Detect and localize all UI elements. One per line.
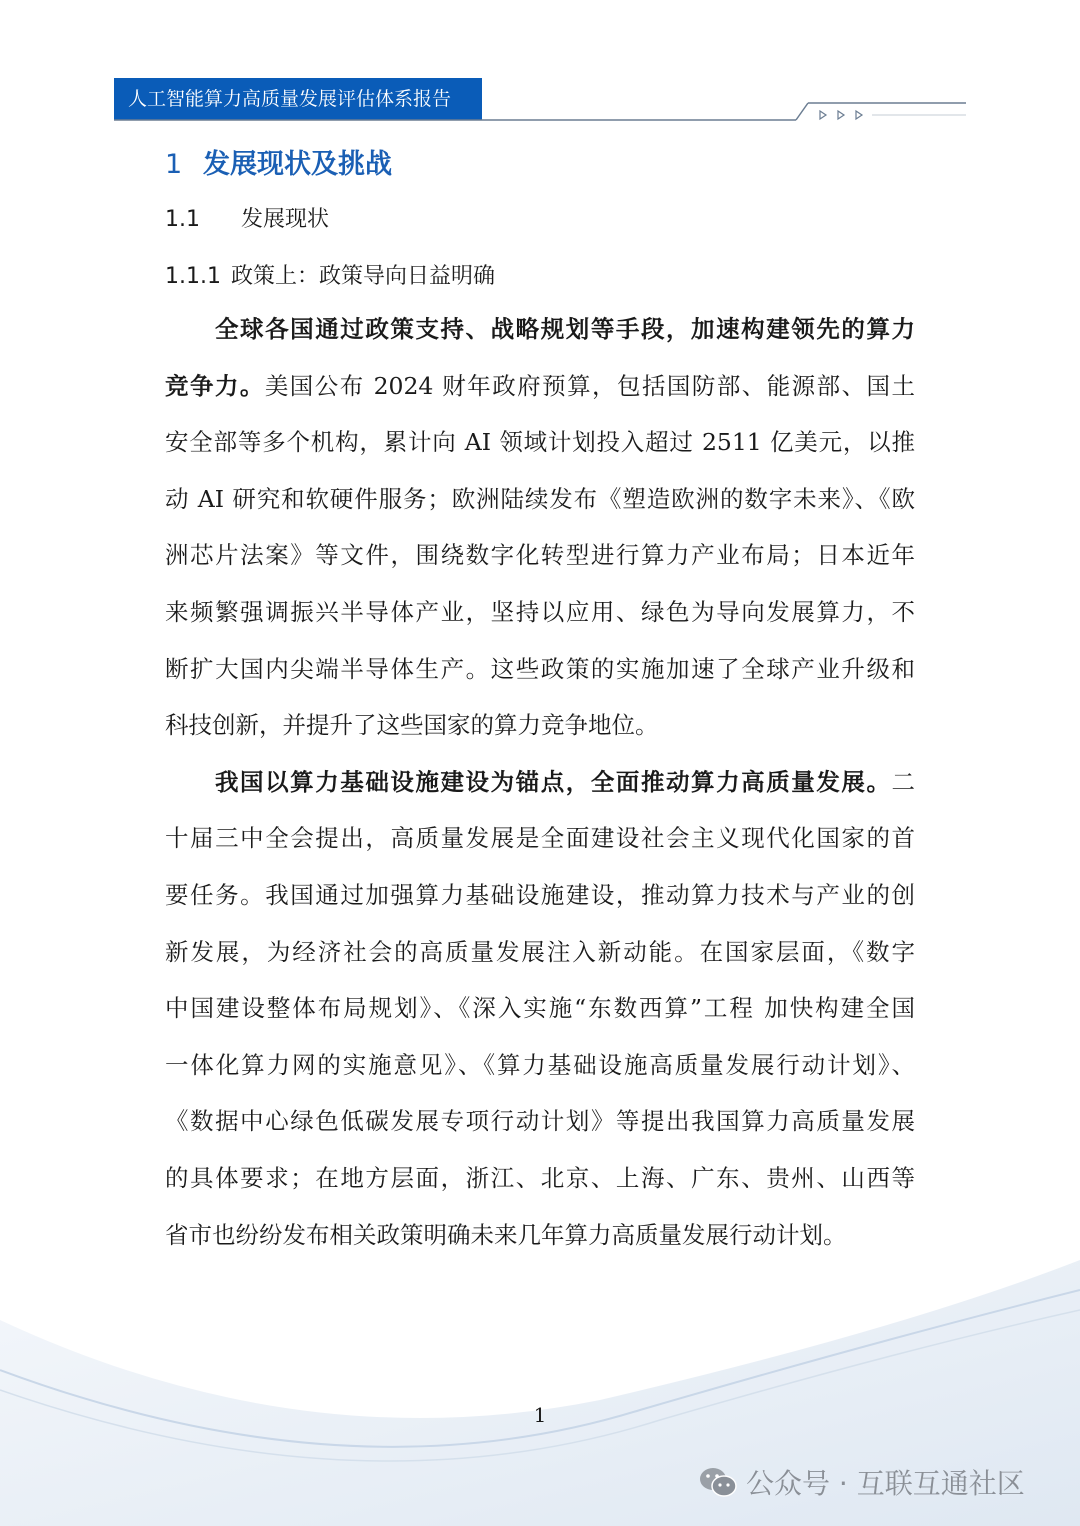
text: 断扩大国内尖端半导体生产。这些政策的实施加速了全球产业升级和 [165, 654, 915, 683]
report-header-title: 人工智能算力高质量发展评估体系报告 [114, 78, 482, 120]
paragraph-line [165, 538, 915, 595]
text: 省市也纷纷发布相关政策明确未来几年算力高质量发展行动计划。 [165, 1220, 847, 1249]
paragraph-line [165, 1104, 915, 1161]
paragraph-line [165, 369, 915, 426]
subsection-heading: 1.1 发展现状 [165, 207, 330, 232]
paragraph-line [165, 1048, 915, 1105]
text: 美国公布 2024 财年政府预算，包括国防部、能源部、国土 [264, 371, 916, 400]
text: 的具体要求；在地方层面，浙江、北京、上海、广东、贵州、山西等 [165, 1163, 915, 1192]
triangle-arrow-icons [820, 111, 862, 119]
wechat-icon [698, 1466, 738, 1498]
paragraph-line [165, 312, 915, 369]
text: 洲芯片法案》等文件，围绕数字化转型进行算力产业布局；日本近年 [165, 541, 915, 570]
text: 科技创新，并提升了这些国家的算力竞争地位。 [165, 711, 659, 740]
text: 安全部等多个机构，累计向 AI 领域计划投入超过 2511 亿美元，以推 [165, 428, 915, 457]
paragraph-line [165, 765, 915, 822]
body-text [165, 312, 915, 1274]
subsubsection-heading: 1.1.1 政策上：政策导向日益明确 [165, 264, 495, 289]
text: 《数据中心绿色低碳发展专项行动计划》等提出我国算力高质量发展 [165, 1107, 915, 1136]
paragraph-line [165, 821, 915, 878]
paragraph-line [165, 425, 915, 482]
paragraph-line [165, 991, 915, 1048]
watermark-text: 公众号 · 互联互通社区 [746, 1467, 1025, 1500]
header-rule [0, 0, 1080, 130]
paragraph-line [165, 652, 915, 709]
bold-text: 竞争力。 [165, 371, 265, 400]
text: 十届三中全会提出，高质量发展是全面建设社会主义现代化国家的首 [165, 824, 915, 853]
text: 中国建设整体布局规划》、《深入实施“东数西算”工程 加快构建全国 [165, 994, 915, 1023]
text: 动 AI 研究和软硬件服务；欧洲陆续发布《塑造欧洲的数字未来》、《欧 [165, 484, 915, 513]
page-number: 1 [533, 1403, 547, 1427]
paragraph-line [165, 935, 915, 992]
paragraph-line [165, 708, 915, 765]
section-heading: 1 发展现状及挑战 [165, 149, 392, 180]
text: 二 [891, 767, 915, 796]
paragraph-line [165, 1218, 915, 1275]
paragraph-line [165, 1161, 915, 1218]
paragraph-line [165, 482, 915, 539]
text: 一体化算力网的实施意见》、《算力基础设施高质量发展行动计划》、 [165, 1050, 915, 1079]
text: 新发展，为经济社会的高质量发展注入新动能。在国家层面，《数字 [165, 937, 915, 966]
text: 来频繁强调振兴半导体产业，坚持以应用、绿色为导向发展算力，不 [165, 597, 915, 626]
paragraph-line [165, 878, 915, 935]
paragraph-line [165, 595, 915, 652]
bold-text: 我国以算力基础设施建设为锚点，全面推动算力高质量发展。 [215, 767, 892, 796]
bold-text: 全球各国通过政策支持、战略规划等手段，加速构建领先的算力 [215, 315, 915, 343]
watermark [698, 1462, 1025, 1502]
text: 要任务。我国通过加强算力基础设施建设，推动算力技术与产业的创 [165, 880, 915, 909]
